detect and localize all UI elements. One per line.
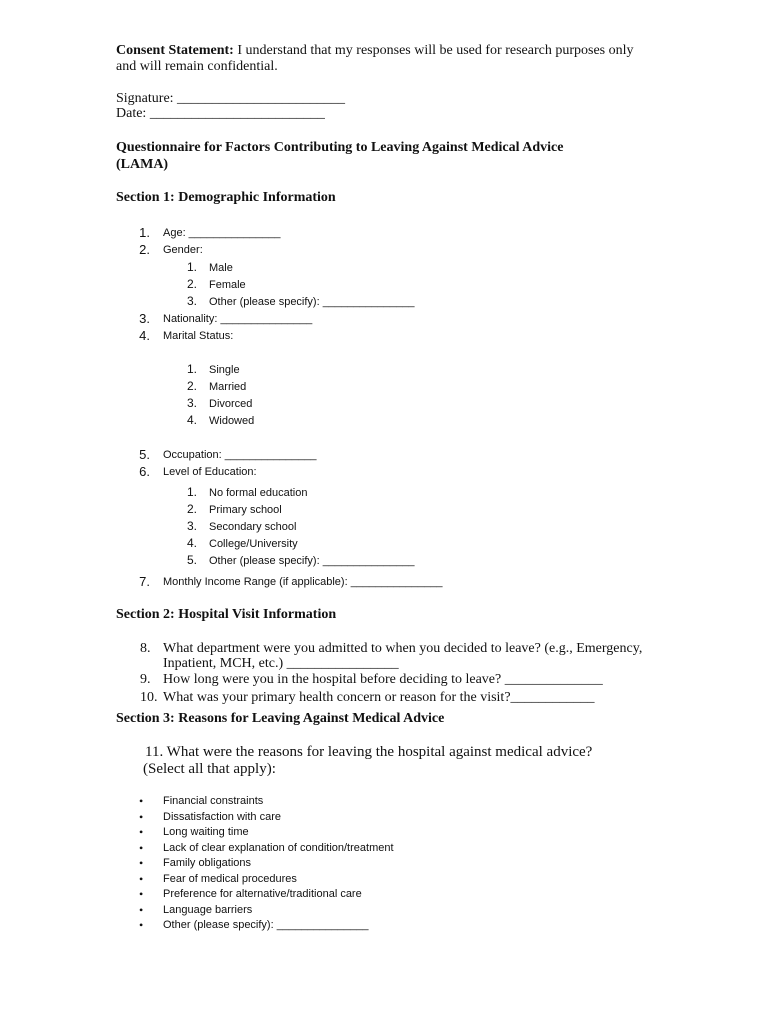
option-number: 2. [186,379,197,393]
consent-statement [116,43,634,59]
gender-label: Gender: [163,244,203,256]
option-number: 2. [186,502,197,516]
option-label: College/University [209,538,298,550]
option-number: 1. [186,485,197,499]
bullet-icon: • [139,825,144,839]
occupation-field[interactable]: Occupation: _______________ [163,449,317,461]
item-number: 5. [139,447,150,462]
bullet-icon: • [139,794,144,808]
option-label: Other (please specify): _______________ [209,555,415,567]
reason-label: Other (please specify): _______________ [163,919,369,931]
item-number: 6. [139,464,150,479]
income-field[interactable]: Monthly Income Range (if applicable): _______________ [163,576,443,588]
section1-heading: Section 1: Demographic Information [116,190,336,205]
option-label: Male [209,262,233,274]
age-field[interactable]: Age: _______________ [163,227,281,239]
reason-label: Family obligations [163,857,252,869]
reason-label: Financial constraints [163,795,264,807]
reason-label: Lack of clear explanation of condition/treatment [163,841,394,854]
bullet-icon: • [139,918,144,932]
option-number: 4. [186,413,197,427]
option-number: 1. [186,260,197,274]
consent-text-1: I understand that my responses will be used for research purposes only [233,43,634,58]
option-label: Single [209,364,240,376]
item-number: 8. [140,641,151,656]
item-number: 7. [139,574,150,589]
bullet-icon: • [139,871,144,886]
option-number: 4. [186,536,197,550]
date-line[interactable]: Date: _________________________ [116,106,325,121]
option-label: No formal education [209,487,308,499]
option-number: 1. [186,362,197,376]
health-concern-field[interactable]: What was your primary health concern or reason for the visit?____________ [163,690,595,705]
bullet-icon: • [139,809,144,824]
option-label: Divorced [209,398,253,410]
option-number: 5. [186,553,197,567]
option-label: Widowed [209,415,255,427]
item-number: 2. [139,242,150,257]
question-text: What department were you admitted to when you decided to leave? (e.g., Emergency, [163,641,643,656]
marital-status-label: Marital Status: [163,330,234,342]
option-number: 3. [186,519,197,533]
bullet-icon: • [139,902,144,917]
consent-label: Consent Statement: [116,43,234,58]
option-label: Married [209,381,247,393]
option-number: 2. [186,277,197,291]
reason-label: Dissatisfaction with care [163,810,281,823]
nationality-field[interactable]: Nationality: _______________ [163,313,313,325]
reason-label: Fear of medical procedures [163,872,297,885]
option-number: 3. [186,396,197,410]
option-label: Primary school [209,504,282,516]
department-field[interactable]: Inpatient, MCH, etc.) ________________ [163,656,399,671]
questionnaire-title-line2: (LAMA) [116,157,169,172]
questionnaire-title-line1: Questionnaire for Factors Contributing to Leaving Against Medical Advice [116,140,564,155]
item-number: 3. [139,311,150,326]
bullet-icon: • [139,840,144,855]
reason-label: Preference for alternative/traditional care [163,888,362,900]
item-number: 10. [140,690,158,705]
item-number: 1. [139,225,150,240]
reason-label: Long waiting time [163,826,249,838]
question-11-line2: (Select all that apply): [143,761,276,777]
option-label: Secondary school [209,521,297,533]
reason-label: Language barriers [163,903,253,916]
item-number: 4. [139,328,150,343]
section3-heading: Section 3: Reasons for Leaving Against Medical Advice [116,711,445,726]
education-label: Level of Education: [163,466,257,478]
question-11-line1: 11. What were the reasons for leaving the hospital against medical advice? [145,744,593,760]
bullet-icon: • [139,887,144,901]
consent-text-2: and will remain confidential. [116,59,278,74]
stay-duration-field[interactable]: How long were you in the hospital before deciding to leave? ______________ [163,672,603,687]
item-number: 9. [140,672,151,687]
option-label: Other (please specify): _______________ [209,296,415,308]
option-label: Female [209,279,246,291]
section2-heading: Section 2: Hospital Visit Information [116,607,337,622]
option-number: 3. [186,294,197,308]
bullet-icon: • [139,856,144,870]
signature-line[interactable]: Signature: ________________________ [116,91,346,106]
